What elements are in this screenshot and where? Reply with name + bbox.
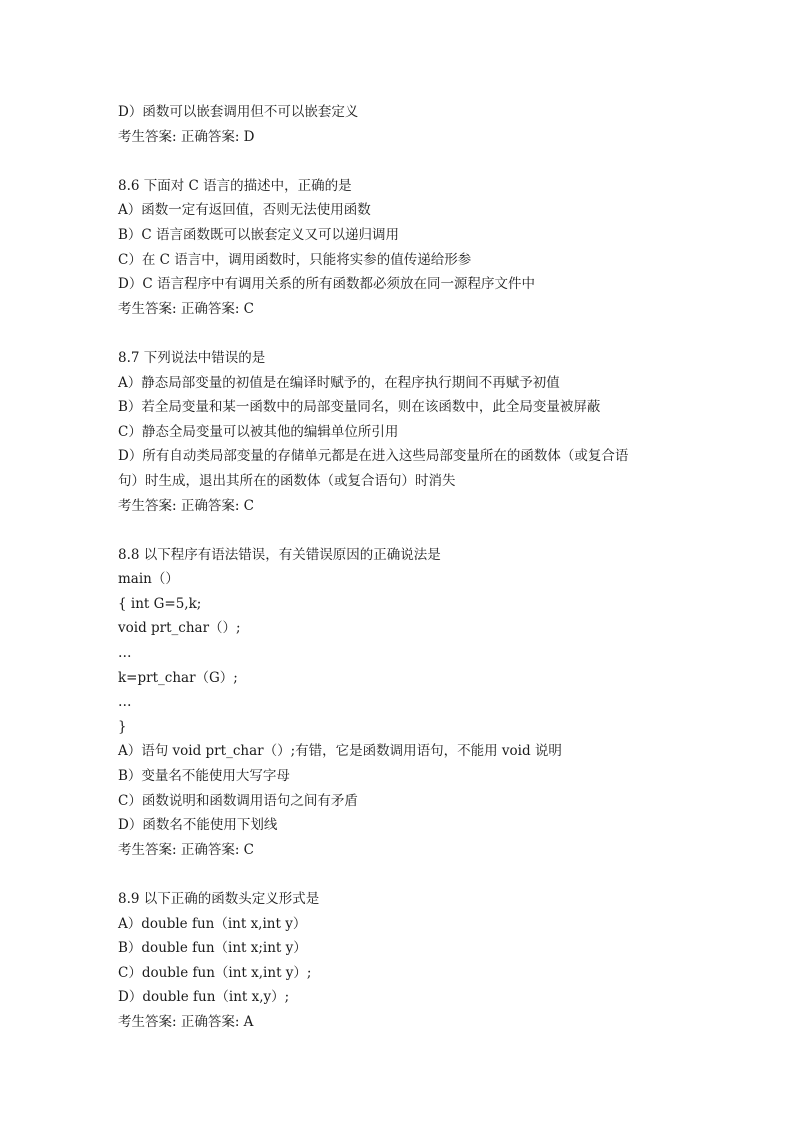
code-line: main（） bbox=[118, 571, 179, 588]
option-c-8-6: C）在 C 语言中，调用函数时，只能将实参的值传递给形参 bbox=[118, 251, 472, 268]
option-b-8-9: B）double fun（int x;int y） bbox=[118, 940, 307, 957]
question-8-6: 8.6 下面对 C 语言的描述中，正确的是 bbox=[118, 177, 352, 194]
option-a-8-9: A）double fun（int x,int y） bbox=[118, 915, 307, 932]
code-line: … bbox=[118, 694, 132, 711]
option-c-8-7: C）静态全局变量可以被其他的编辑单位所引用 bbox=[118, 423, 399, 440]
option-c-8-9: C）double fun（int x,int y）; bbox=[118, 964, 312, 981]
option-b-8-8: B）变量名不能使用大写字母 bbox=[118, 768, 290, 785]
option-d-8-7: D）所有自动类局部变量的存储单元都是在进入这些局部变量所在的函数体（或复合语 bbox=[118, 448, 629, 465]
question-8-9: 8.9 以下正确的函数头定义形式是 bbox=[118, 891, 320, 907]
answer-line-8-6: 考生答案: 正确答案: C bbox=[118, 300, 255, 317]
option-d-8-8: D）函数名不能使用下划线 bbox=[118, 817, 278, 834]
answer-line-8-5: 考生答案: 正确答案: D bbox=[118, 128, 255, 145]
code-line: } bbox=[118, 718, 127, 735]
spacer bbox=[118, 862, 718, 887]
code-line: … bbox=[118, 645, 132, 662]
code-line: { int G=5,k; bbox=[118, 595, 202, 612]
document-body bbox=[118, 100, 718, 1035]
answer-line-8-8: 考生答案: 正确答案: C bbox=[118, 841, 255, 858]
option-a-8-7: A）静态局部变量的初值是在编译时赋予的，在程序执行期间不再赋予初值 bbox=[118, 374, 560, 391]
option-a-8-8: A）语句 void prt_char（）;有错，它是函数调用语句，不能用 void 说明 bbox=[118, 743, 562, 760]
spacer bbox=[118, 518, 718, 543]
code-line: k=prt_char（G）; bbox=[118, 669, 238, 686]
question-8-8: 8.8 以下程序有语法错误，有关错误原因的正确说法是 bbox=[118, 546, 441, 563]
spacer bbox=[118, 149, 718, 174]
answer-line-8-9: 考生答案: 正确答案: A bbox=[118, 1013, 254, 1030]
option-b-8-7: B）若全局变量和某一函数中的局部变量同名，则在该函数中，此全局变量被屏蔽 bbox=[118, 399, 601, 416]
question-8-7: 8.7 下列说法中错误的是 bbox=[118, 349, 266, 366]
spacer bbox=[118, 321, 718, 346]
answer-line-8-7: 考生答案: 正确答案: C bbox=[118, 497, 255, 514]
option-d-8-9: D）double fun（int x,y）; bbox=[118, 989, 290, 1006]
option-d-8-5: D）函数可以嵌套调用但不可以嵌套定义 bbox=[118, 104, 359, 120]
option-d-8-7-continued: 句）时生成，退出其所在的函数体（或复合语句）时消失 bbox=[118, 472, 456, 489]
code-line: void prt_char（）; bbox=[118, 620, 241, 637]
option-d-8-6: D）C 语言程序中有调用关系的所有函数都必须放在同一源程序文件中 bbox=[118, 276, 535, 293]
option-c-8-8: C）函数说明和函数调用语句之间有矛盾 bbox=[118, 792, 358, 809]
option-a-8-6: A）函数一定有返回值，否则无法使用函数 bbox=[118, 202, 371, 219]
option-b-8-6: B）C 语言函数既可以嵌套定义又可以递归调用 bbox=[118, 226, 400, 243]
